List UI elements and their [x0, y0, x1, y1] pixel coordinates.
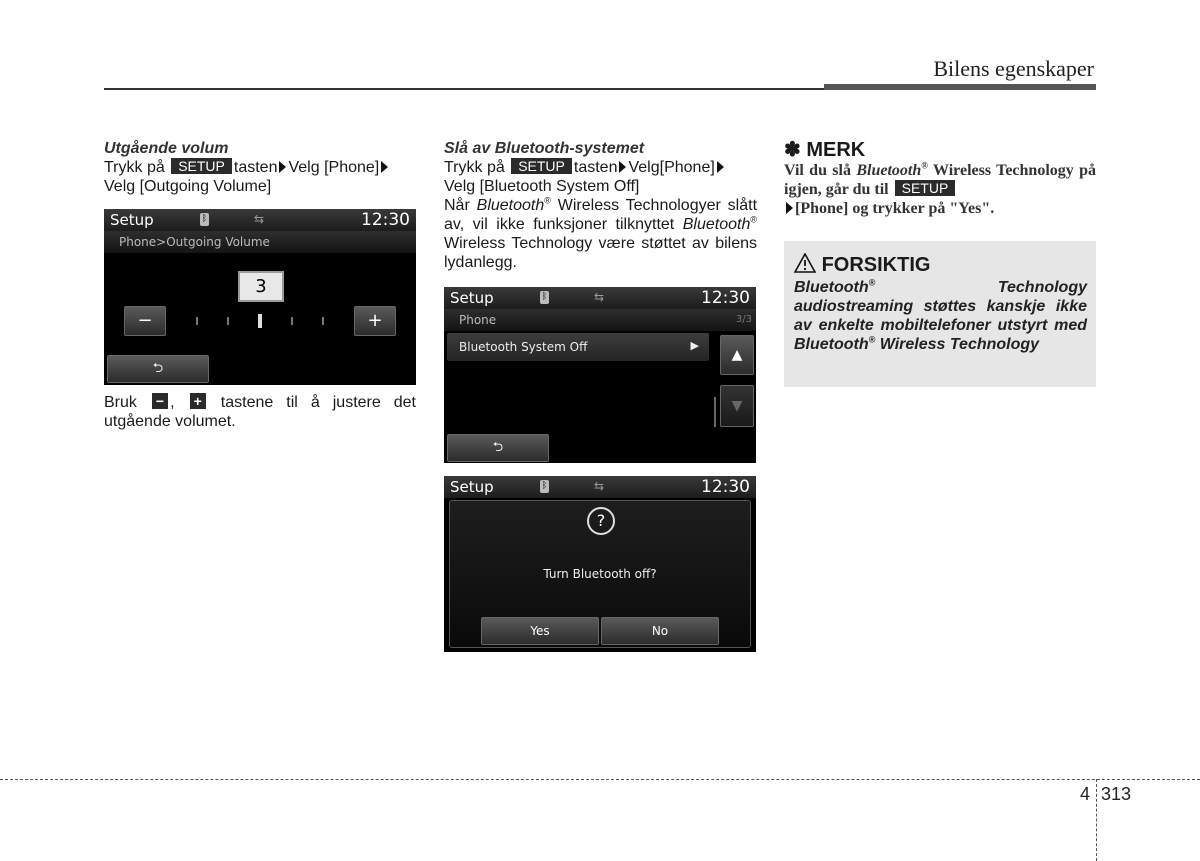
- bluetooth-icon: ᛒ: [541, 481, 548, 491]
- setup-key: SETUP: [171, 158, 232, 174]
- arrow-right-icon: [786, 202, 793, 214]
- scroll-down-button[interactable]: ▼: [720, 385, 754, 427]
- arrow-right-icon: [381, 161, 388, 173]
- text: Trykk på: [444, 159, 505, 176]
- text: Velg[Phone]: [628, 159, 715, 176]
- yes-button[interactable]: Yes: [481, 617, 599, 645]
- column-bluetooth-off: [444, 139, 757, 272]
- instruction-line-1: [104, 158, 416, 177]
- dialog-box: [449, 500, 751, 648]
- warning-icon: [794, 253, 816, 273]
- setup-key: SETUP: [511, 158, 572, 174]
- scroll-up-button[interactable]: ▲: [720, 335, 754, 375]
- text: Wireless Technology på igjen, går du til: [784, 162, 1097, 198]
- chapter-number: 4: [1080, 784, 1091, 804]
- text: [Phone] og trykker på "Yes".: [795, 200, 995, 217]
- instruction-line-2: Velg [Outgoing Volume]: [104, 178, 272, 195]
- text: Bluetooth: [856, 162, 922, 179]
- text: Vil du slå: [784, 162, 851, 179]
- status-bar: [444, 287, 756, 309]
- page-indicator: 3/3: [735, 314, 752, 325]
- note-body: [784, 161, 1096, 218]
- back-button[interactable]: ⮌: [447, 434, 549, 462]
- note-section: [784, 139, 1096, 218]
- column-outgoing-volume: [104, 139, 416, 196]
- registered-mark: ®: [868, 277, 876, 288]
- breadcrumb-bar: [104, 231, 416, 253]
- text: Trykk på: [104, 159, 165, 176]
- usb-icon: ⇆: [254, 212, 265, 226]
- text: Når: [444, 197, 470, 214]
- play-arrow-icon: ▶: [690, 339, 699, 352]
- text: tasten: [573, 159, 618, 176]
- plus-key: +: [190, 393, 206, 409]
- no-button[interactable]: No: [601, 617, 719, 645]
- text: tasten: [233, 159, 278, 176]
- screen-title: Setup: [450, 289, 494, 307]
- scrollbar[interactable]: [714, 397, 716, 427]
- back-button[interactable]: ⮌: [107, 355, 209, 383]
- text: tastene til å justere det utgående volumet.: [104, 394, 417, 430]
- list-item-label: Bluetooth System Off: [459, 340, 588, 354]
- status-bar: [104, 209, 416, 231]
- screen-confirm-dialog: [444, 476, 756, 652]
- note-title: [784, 139, 1096, 161]
- breadcrumb: Phone>Outgoing Volume: [119, 235, 270, 249]
- heading-outgoing-volume: Utgående volum: [104, 140, 229, 157]
- registered-mark: ®: [921, 160, 928, 171]
- heading-bluetooth-off: Slå av Bluetooth-systemet: [444, 140, 645, 157]
- usb-icon: ⇆: [594, 479, 605, 493]
- bluetooth-icon: ᛒ: [201, 214, 208, 224]
- footer-rule: [0, 779, 1200, 780]
- text: Technology audiostreaming støttes kanskje ikke av enkelte mobiltelefoner utstyrt med: [794, 279, 1087, 334]
- caution-box: [784, 241, 1096, 387]
- text: Bruk: [104, 394, 137, 411]
- screen-phone-menu: [444, 287, 756, 463]
- text: Bluetooth: [794, 336, 869, 353]
- text: ,: [170, 394, 175, 411]
- volume-tick: [291, 317, 293, 325]
- volume-tick: [322, 317, 324, 325]
- arrow-right-icon: [619, 161, 626, 173]
- clock: 12:30: [361, 210, 410, 230]
- registered-mark: ®: [750, 214, 757, 225]
- volume-indicator: [258, 314, 262, 328]
- status-bar: [444, 476, 756, 498]
- dialog-question: Turn Bluetooth off?: [543, 567, 657, 581]
- text: Velg [Phone]: [288, 159, 380, 176]
- clock: 12:30: [701, 477, 750, 497]
- arrow-right-icon: [279, 161, 286, 173]
- text: FORSIKTIG: [821, 254, 931, 276]
- page-number: 313: [1101, 784, 1132, 804]
- caution-body: [794, 278, 1087, 354]
- registered-mark: ®: [868, 334, 876, 345]
- minus-key: −: [152, 393, 168, 409]
- usb-icon: ⇆: [594, 290, 605, 304]
- screen-outgoing-volume: [104, 209, 416, 385]
- text: Wireless Technology: [879, 336, 1040, 353]
- list-title: Phone: [459, 313, 497, 327]
- text: Bluetooth: [682, 216, 751, 233]
- footer-divider: [1096, 779, 1097, 861]
- volume-tick: [227, 317, 229, 325]
- volume-minus-button[interactable]: −: [124, 306, 166, 336]
- arrow-right-icon: [717, 161, 724, 173]
- text: Wireless Technology være støttet av bilens lydanlegg.: [444, 235, 757, 271]
- text: MERK: [806, 139, 866, 161]
- screen-title: Setup: [110, 211, 154, 229]
- list-header: [444, 309, 756, 331]
- instruction-line-2: Velg [Bluetooth System Off]: [444, 178, 640, 195]
- instruction-line-1: [444, 158, 757, 177]
- clock: 12:30: [701, 288, 750, 308]
- bluetooth-note-paragraph: [444, 196, 757, 272]
- text: Wireless Technologyer slått av, vil ikke funksjoner tilknyttet: [444, 197, 758, 233]
- bluetooth-icon: ᛒ: [541, 292, 548, 302]
- running-header: Bilens egenskaper: [933, 56, 1094, 81]
- caution-title: [794, 253, 930, 276]
- registered-mark: ®: [544, 195, 551, 206]
- text: Bluetooth: [794, 279, 869, 296]
- volume-tick: [196, 317, 198, 325]
- volume-plus-button[interactable]: +: [354, 306, 396, 336]
- text: Bluetooth: [476, 197, 545, 214]
- after-screen-text: [104, 393, 416, 431]
- setup-key: SETUP: [895, 180, 956, 196]
- screen-title: Setup: [450, 478, 494, 496]
- header-bar: [824, 84, 1096, 90]
- volume-value: 3: [238, 271, 284, 302]
- list-item-bluetooth-system-off[interactable]: [447, 333, 709, 361]
- question-icon: ?: [587, 507, 615, 535]
- asterisk-icon: ✽: [784, 139, 801, 161]
